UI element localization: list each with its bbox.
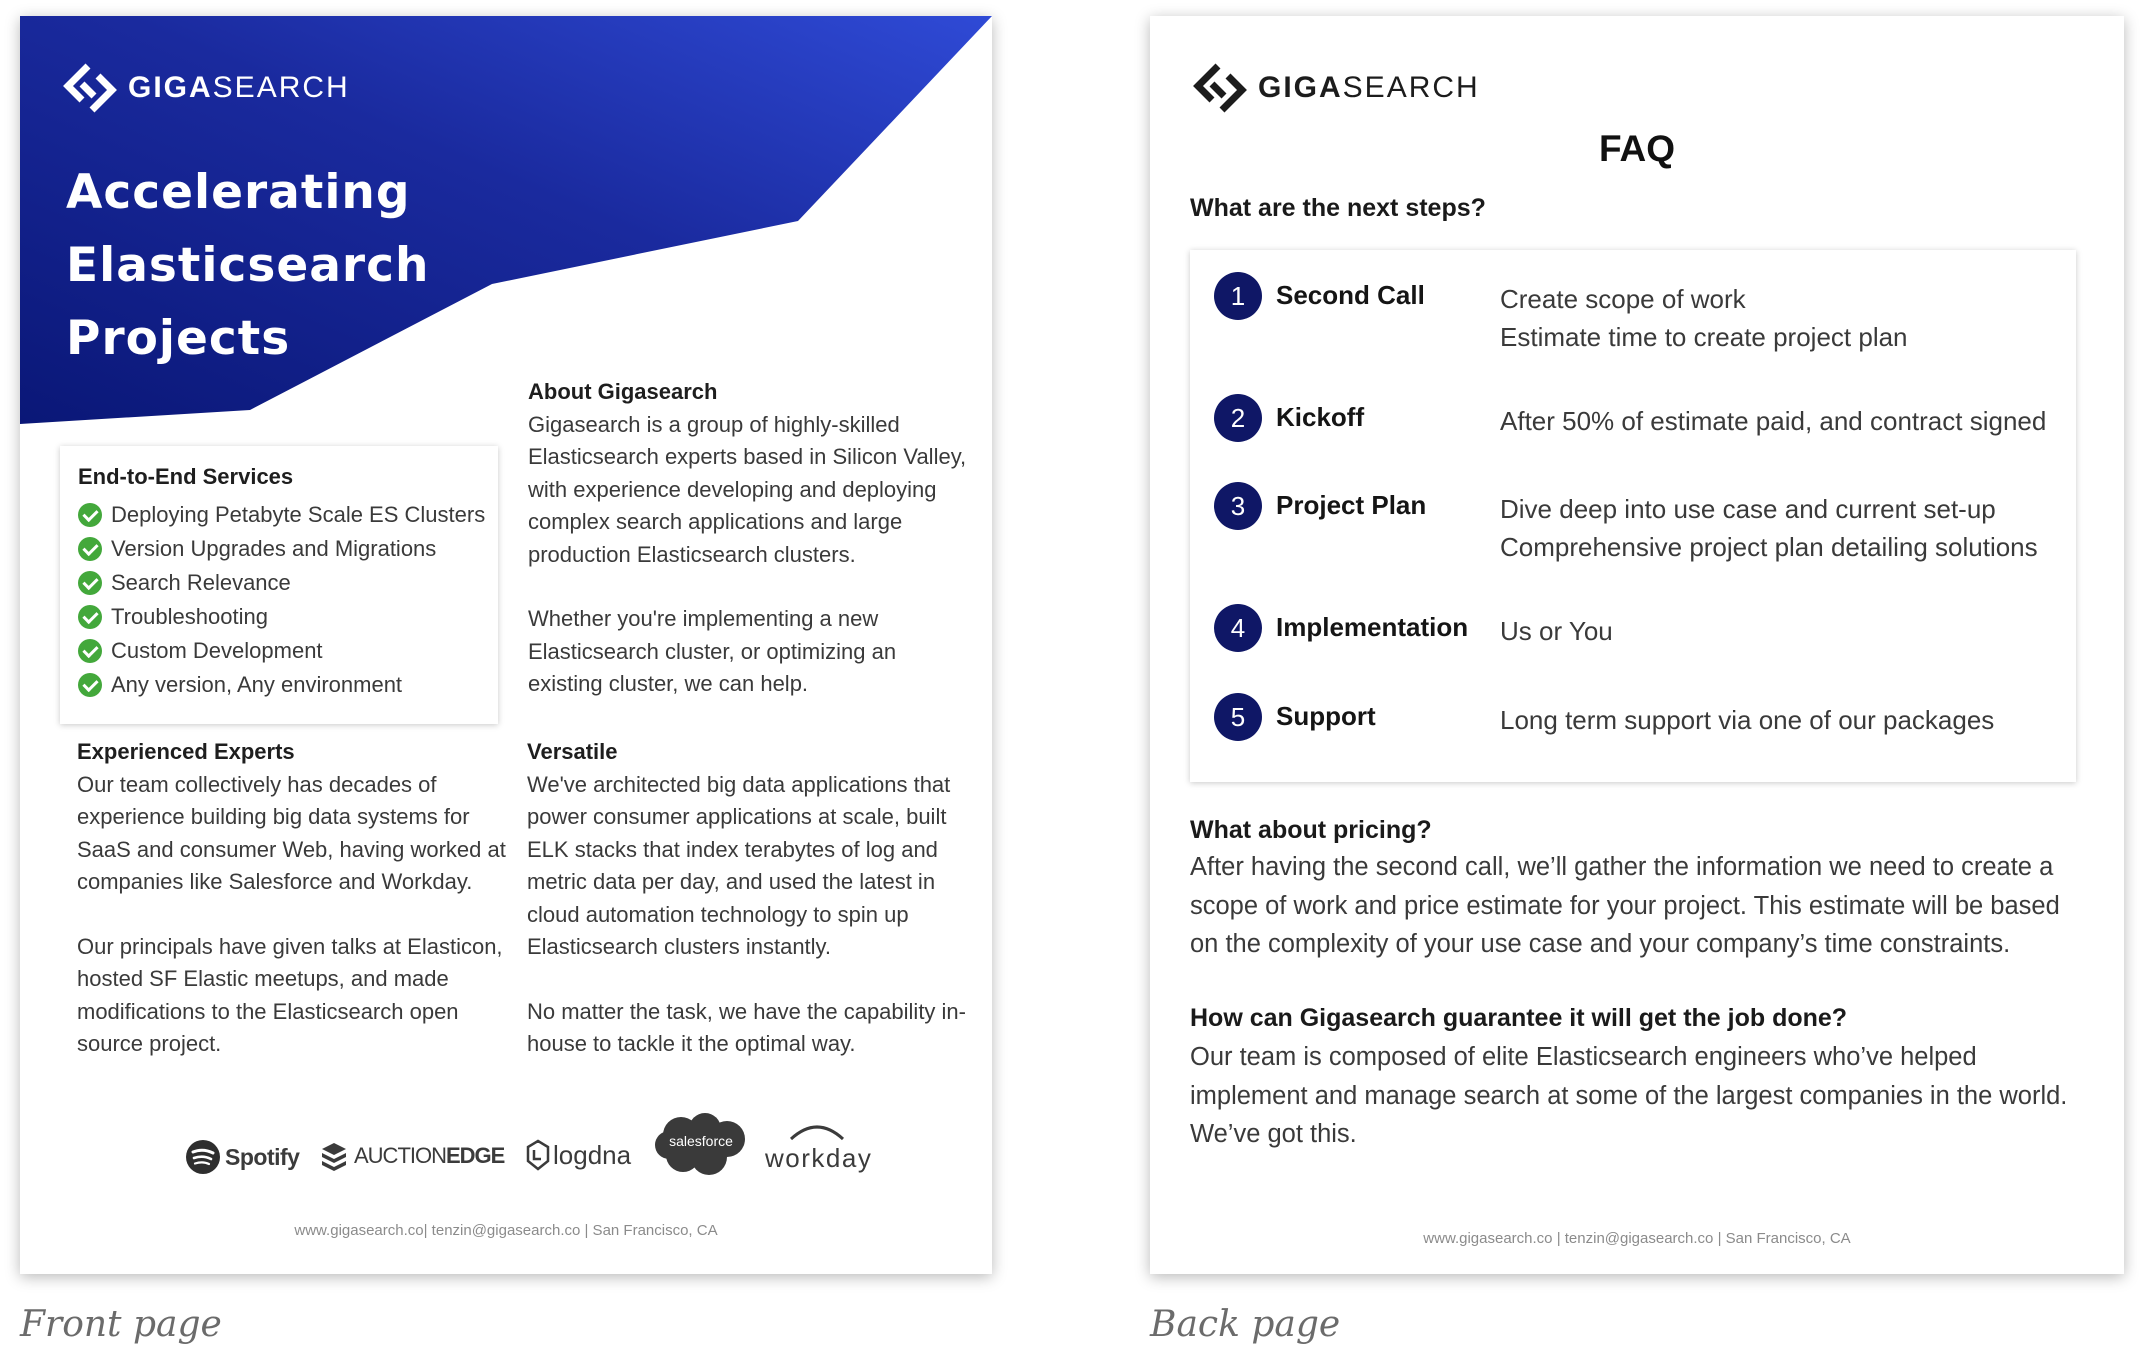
auctionedge-icon: [320, 1141, 348, 1171]
check-icon: [78, 605, 102, 629]
step-number-badge: 5: [1214, 693, 1262, 741]
steps-card: [1190, 250, 2076, 782]
step-label: Support: [1276, 701, 1376, 731]
step-description: Us or You: [1500, 616, 1613, 646]
list-item: Troubleshooting: [78, 600, 485, 634]
step-description: Dive deep into use case and current set-up Comprehensive project plan detailing solutions: [1500, 494, 2038, 562]
step-project-plan: [1214, 482, 2038, 562]
salesforce-logo: salesforce: [653, 1111, 749, 1177]
experts-section: [77, 736, 517, 1061]
gigasearch-logo-icon: [1192, 60, 1248, 116]
spotify-logo: Spotify: [185, 1139, 299, 1175]
back-logo: [1192, 60, 1480, 116]
front-page-caption: Front page: [20, 1304, 222, 1345]
hero-title: Accelerating Elasticsearch Projects: [66, 165, 430, 366]
step-number-badge: 3: [1214, 482, 1262, 530]
step-support: [1214, 693, 1995, 741]
check-icon: [78, 673, 102, 697]
step-number-badge: 2: [1214, 394, 1262, 442]
services-list: [78, 498, 485, 702]
step-implementation: [1214, 604, 1613, 652]
about-paragraph-1: Gigasearch is a group of highly-skilled Elasticsearch experts based in Silicon Valley, with experience developing and deploying complex search applications and large production Elasticsearch clusters.: [528, 411, 967, 567]
list-item: Deploying Petabyte Scale ES Clusters: [78, 498, 485, 532]
step-description: Create scope of work Estimate time to create project plan: [1500, 284, 1908, 352]
versatile-section: [527, 736, 967, 1061]
about-section: [528, 376, 968, 701]
front-page: [20, 16, 992, 1274]
versatile-paragraph-1: We've architected big data applications that power consumer applications at scale, built ELK stacks that index terabytes of log and metric data per day, and used the latest in cloud automation technology to spin up Elasticsearch clusters instantly.: [527, 771, 951, 959]
step-number-badge: 1: [1214, 272, 1262, 320]
step-description: Long term support via one of our packages: [1500, 705, 1995, 735]
experts-paragraph-1: Our team collectively has decades of experience building big data systems for SaaS and consumer Web, having worked at companies like Salesforce and Workday.: [77, 771, 506, 894]
workday-logo: workday: [765, 1121, 872, 1174]
experts-title: Experienced Experts: [77, 739, 295, 764]
services-title: End-to-End Services: [78, 464, 294, 489]
answer-pricing: After having the second call, we’ll gather the information we need to create a scope of work and price estimate for your project. This estimate will be based on the complexity of your use case and your company’s time constraints.: [1190, 853, 2060, 958]
gigasearch-logo-icon: [62, 60, 118, 116]
back-page-caption: Back page: [1150, 1304, 1341, 1345]
step-description: After 50% of estimate paid, and contract signed: [1500, 406, 2047, 436]
list-item: Version Upgrades and Migrations: [78, 532, 485, 566]
step-second-call: [1214, 272, 1908, 352]
about-paragraph-2: Whether you're implementing a new Elasticsearch cluster, or optimizing an existing cluster, we can help.: [528, 606, 897, 696]
check-icon: [78, 537, 102, 561]
logdna-icon: [525, 1139, 551, 1171]
list-item: Custom Development: [78, 634, 485, 668]
spotify-icon: [185, 1139, 221, 1175]
step-label: Kickoff: [1276, 402, 1365, 432]
back-footer: www.gigasearch.co | tenzin@gigasearch.co | San Francisco, CA: [1423, 1230, 1851, 1247]
step-label: Second Call: [1276, 280, 1425, 310]
versatile-title: Versatile: [527, 739, 618, 764]
front-logo: [62, 60, 350, 116]
question-guarantee: How can Gigasearch guarantee it will get the job done?: [1190, 1004, 1848, 1032]
step-label: Implementation: [1276, 612, 1469, 642]
logo-wordmark: GIGASEARCH: [1258, 71, 1480, 104]
workday-arc-icon: [787, 1121, 847, 1141]
check-icon: [78, 503, 102, 527]
faq-title: FAQ: [1598, 128, 1676, 169]
auctionedge-logo: AUCTIONEDGE: [320, 1141, 504, 1171]
experts-paragraph-2: Our principals have given talks at Elasticon, hosted SF Elastic meetups, and made modifications to the Elasticsearch open source project.: [77, 933, 503, 1056]
about-title: About Gigasearch: [528, 379, 718, 404]
list-item: Search Relevance: [78, 566, 485, 600]
check-icon: [78, 639, 102, 663]
step-kickoff: [1214, 394, 2047, 442]
versatile-paragraph-2: No matter the task, we have the capability in-house to tackle it the optimal way.: [527, 998, 966, 1056]
logdna-logo: logdna: [525, 1139, 631, 1171]
client-logos: [165, 1111, 885, 1191]
logo-wordmark: GIGASEARCH: [128, 71, 350, 104]
services-card: [60, 446, 498, 724]
step-label: Project Plan: [1276, 490, 1427, 520]
question-pricing: What about pricing?: [1190, 816, 1432, 844]
check-icon: [78, 571, 102, 595]
answer-guarantee: Our team is composed of elite Elasticsearch engineers who’ve helped implement and manage search at some of the largest companies in the world. We’ve got this.: [1190, 1043, 2068, 1148]
step-number-badge: 4: [1214, 604, 1262, 652]
question-next-steps: What are the next steps?: [1190, 194, 1486, 222]
back-page: [1150, 16, 2124, 1274]
front-footer: www.gigasearch.co| tenzin@gigasearch.co | San Francisco, CA: [294, 1222, 718, 1239]
list-item: Any version, Any environment: [78, 668, 485, 702]
